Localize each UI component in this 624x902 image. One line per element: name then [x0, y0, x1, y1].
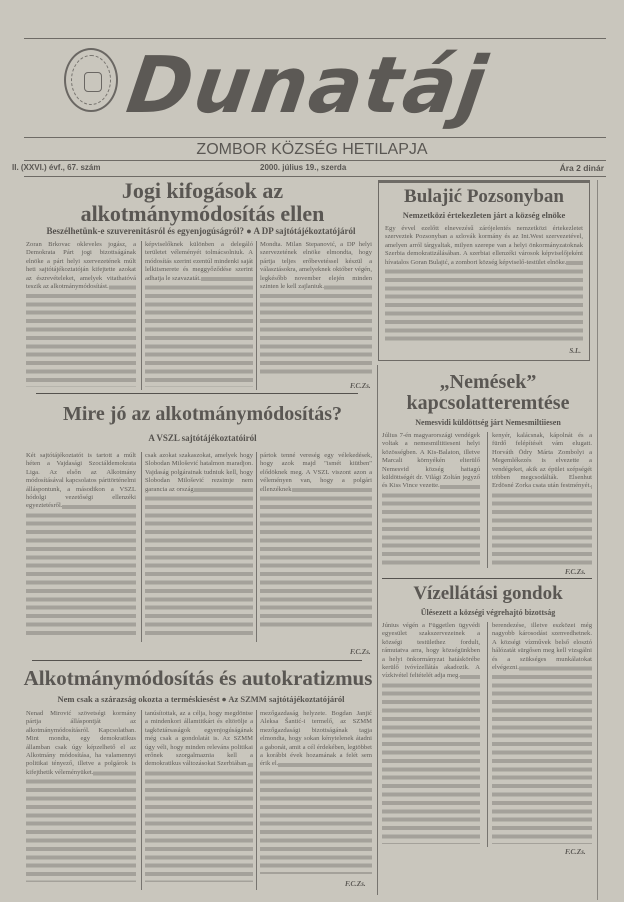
article-deck: A VSZL sajtótájékoztatóiról [148, 433, 257, 443]
article-column: Nenad Mirović szövetségi kormány pártja álláspontját az alkotmánymódosításról. Kapcsolatban. Mint mondta, egy demokratikus államban csak úgy képzelhető el az Alkotmány módosítása, ha valamennyi politikai tényező, illetve a polgárok is kifejthetik véleményüket. [26, 710, 136, 882]
article-column: Július 7-én magyarországi vendégek voltak a nemesmiltitieseni helyi közösségben. A Kis-Balaton, illetve Marcali környékén elterülő Nemesvid község hattagú küldöttségét dr. Világi Zoltán jegyző és Kiss Vince vezette. [382, 432, 480, 566]
article-headline: „Nemések” kapcsolatteremtése [406, 371, 570, 414]
article-deck: Nemzetközi értekezleten járt a község elnöke [402, 210, 566, 220]
article-column: tanúsítottak, az a célja, hogy megdöntse a mindenkori államtitkárt és eltörölje a tagköztársaságok egyenjogúságának még csak a gondolatát is. Az SZMM úgy véli, hogy minden releváns politikai erőnek szorgalmaznia kell a demokratikus változásokat Szerbiában. [145, 710, 253, 882]
article-deck: Nem csak a szárazság okozta a terméskiesést ● Az SZMM sajtótájékoztatójáról [57, 694, 345, 704]
article-headline: Jogi kifogások az alkotmánymódosítás ellen [80, 178, 325, 227]
issue-date: 2000. július 19., szerda [260, 163, 347, 172]
article-headline: Bulajić Pozsonyban [404, 186, 564, 207]
issue-price: Ára 2 dinár [559, 163, 604, 173]
article-body: Egy évvel ezelőtt elnevezésű zárójelentés nemzetközi értekezletet szerveztek Pozsonyban a szlovák kormány és az Int.West szervezetével, amelyen arról tárgyaltak, milyen szerepe van a helyi önkormányzatoknak Szerbia demokratizálásában. A szerbiai ellenzéki városok képviselőjeként hívatalos Goran Bulajić, a zombori község képviselő-testület elnöke. [385, 225, 583, 343]
article-deck: Nemesvidi küldöttség járt Nemesmiltiiesen [415, 418, 561, 427]
author-signature: F.C.Zs. [350, 382, 371, 390]
author-signature: S.L. [569, 347, 581, 355]
article-column: mezőgazdaság helyzete. Bogdan Janjić Aleksa Šantić-i termelő, az SZMM mezőgazdasági bizottságának tagja elmondta, hogy sokan kénytelenek átadni a gabonát, amit a cél érdekében, legtöbbet a korábbi évek hozamának a felét sem érik el. [260, 710, 372, 874]
masthead-subtitle: ZOMBOR KÖZSÉG HETILAPJA [196, 141, 428, 158]
author-signature: F.C.Zs. [345, 880, 366, 888]
newspaper-seal-logo [64, 48, 118, 112]
article-column: Zoran Brkovac okleveles jogász, a Demokrata Párt jogi bizottságának elnöke a párt helyi szervezetének múlt heti sajtótájékoztatóján kifejtette azokat az észrevételeket, amelyek vitathatóvá teszik az alkotmánymódosítást. [26, 241, 136, 387]
author-signature: F.C.Zs. [565, 568, 586, 576]
issue-number: II. (XXVI.) évf., 67. szám [12, 163, 101, 172]
article-column: csak azokat szakaszokat, amelyek hogy Slobodan Milošević hatalmon maradjon. Vajdaság polgárainak tudniuk kell, hogy Slobodan Milošević rezsimje nem garancia az ország [145, 452, 253, 638]
article-headline: Mire jó az alkotmánymódosítás? [62, 403, 343, 425]
article-headline: Alkotmánymódosítás és autokratizmus [23, 666, 373, 690]
author-signature: F.C.Zs. [565, 848, 586, 856]
article-column: berendezése, illetve eszközei még nagyobb károsodást szenvedhetnek. A községi vízművek belső elosztó hálózatát sürgősen meg kell vizsgálni és a szükséges munkálatokat elvégezni. [492, 622, 592, 844]
article-deck: Beszélhetünk-e szuverenitásról és egyenjogúságról? ● A DP sajtótájékoztatójáról [46, 226, 356, 236]
article-headline: Vízellátási gondok [413, 583, 563, 604]
author-signature: F.C.Zs. [350, 648, 371, 656]
masthead-title: Dunatáj [121, 41, 494, 131]
article-column: Két sajtótájékoztatót is tartott a múlt héten a Vajdasági Szociáldemokrata Liga. Az elsőn az Alkotmány módosításával kapcsolatos párttörténelmi álláspontunk, a másodikon a VSZL hódolgi vezetőségi ellenzéki egyeztetésről. [26, 452, 136, 638]
article-bulajic [378, 180, 590, 361]
article-column: Mondta. Milan Stepanović, a DP helyi szervezetének elnöke elmondta, hogy pártja teljes erőbevetéssel készül a választásokra, amelyeknek október végén, legkésőbb november elején minden szinten le kell zajlaniuk. [260, 241, 372, 375]
article-deck: Ülésezett a községi végrehajtó bizottság [420, 608, 556, 617]
article-column: Június végén a Független ügyvédi egyesület szakszervezeinek a községi testülethez fordult, rámutatva arra, hogy községünkben a helyi önkormányzat hatáskörébe kerülő ivóvízellátás akadozik. A vízkivétel feltételét adja meg. [382, 622, 480, 844]
article-column: képviselőknek különben a delegáló területet véleményét tolmácsolniuk. A módosítás szerint ezentúl mindenki saját lelkiismerete és meggyőződése szerint adhatja le szavazatát. [145, 241, 253, 387]
article-column: kenyér, kalácsnak, kápolnát és a fürdő felépítését vám elugatt. Horváth Ödry Márta Zombolyi a Megemlékezés is elvezette a vendégeket, akik az épület szépségét többen megcsodálták. Elsenhut Erdösné Zorka csata után festményét. [492, 432, 592, 566]
article-column: pártok tenné vereség egy vélekedések, hogy azok majd "ismét kiütben" elődöknek meg. A VSZL viszont azon a véleményen van, hogy a polgári ellenzéknek [260, 452, 372, 630]
